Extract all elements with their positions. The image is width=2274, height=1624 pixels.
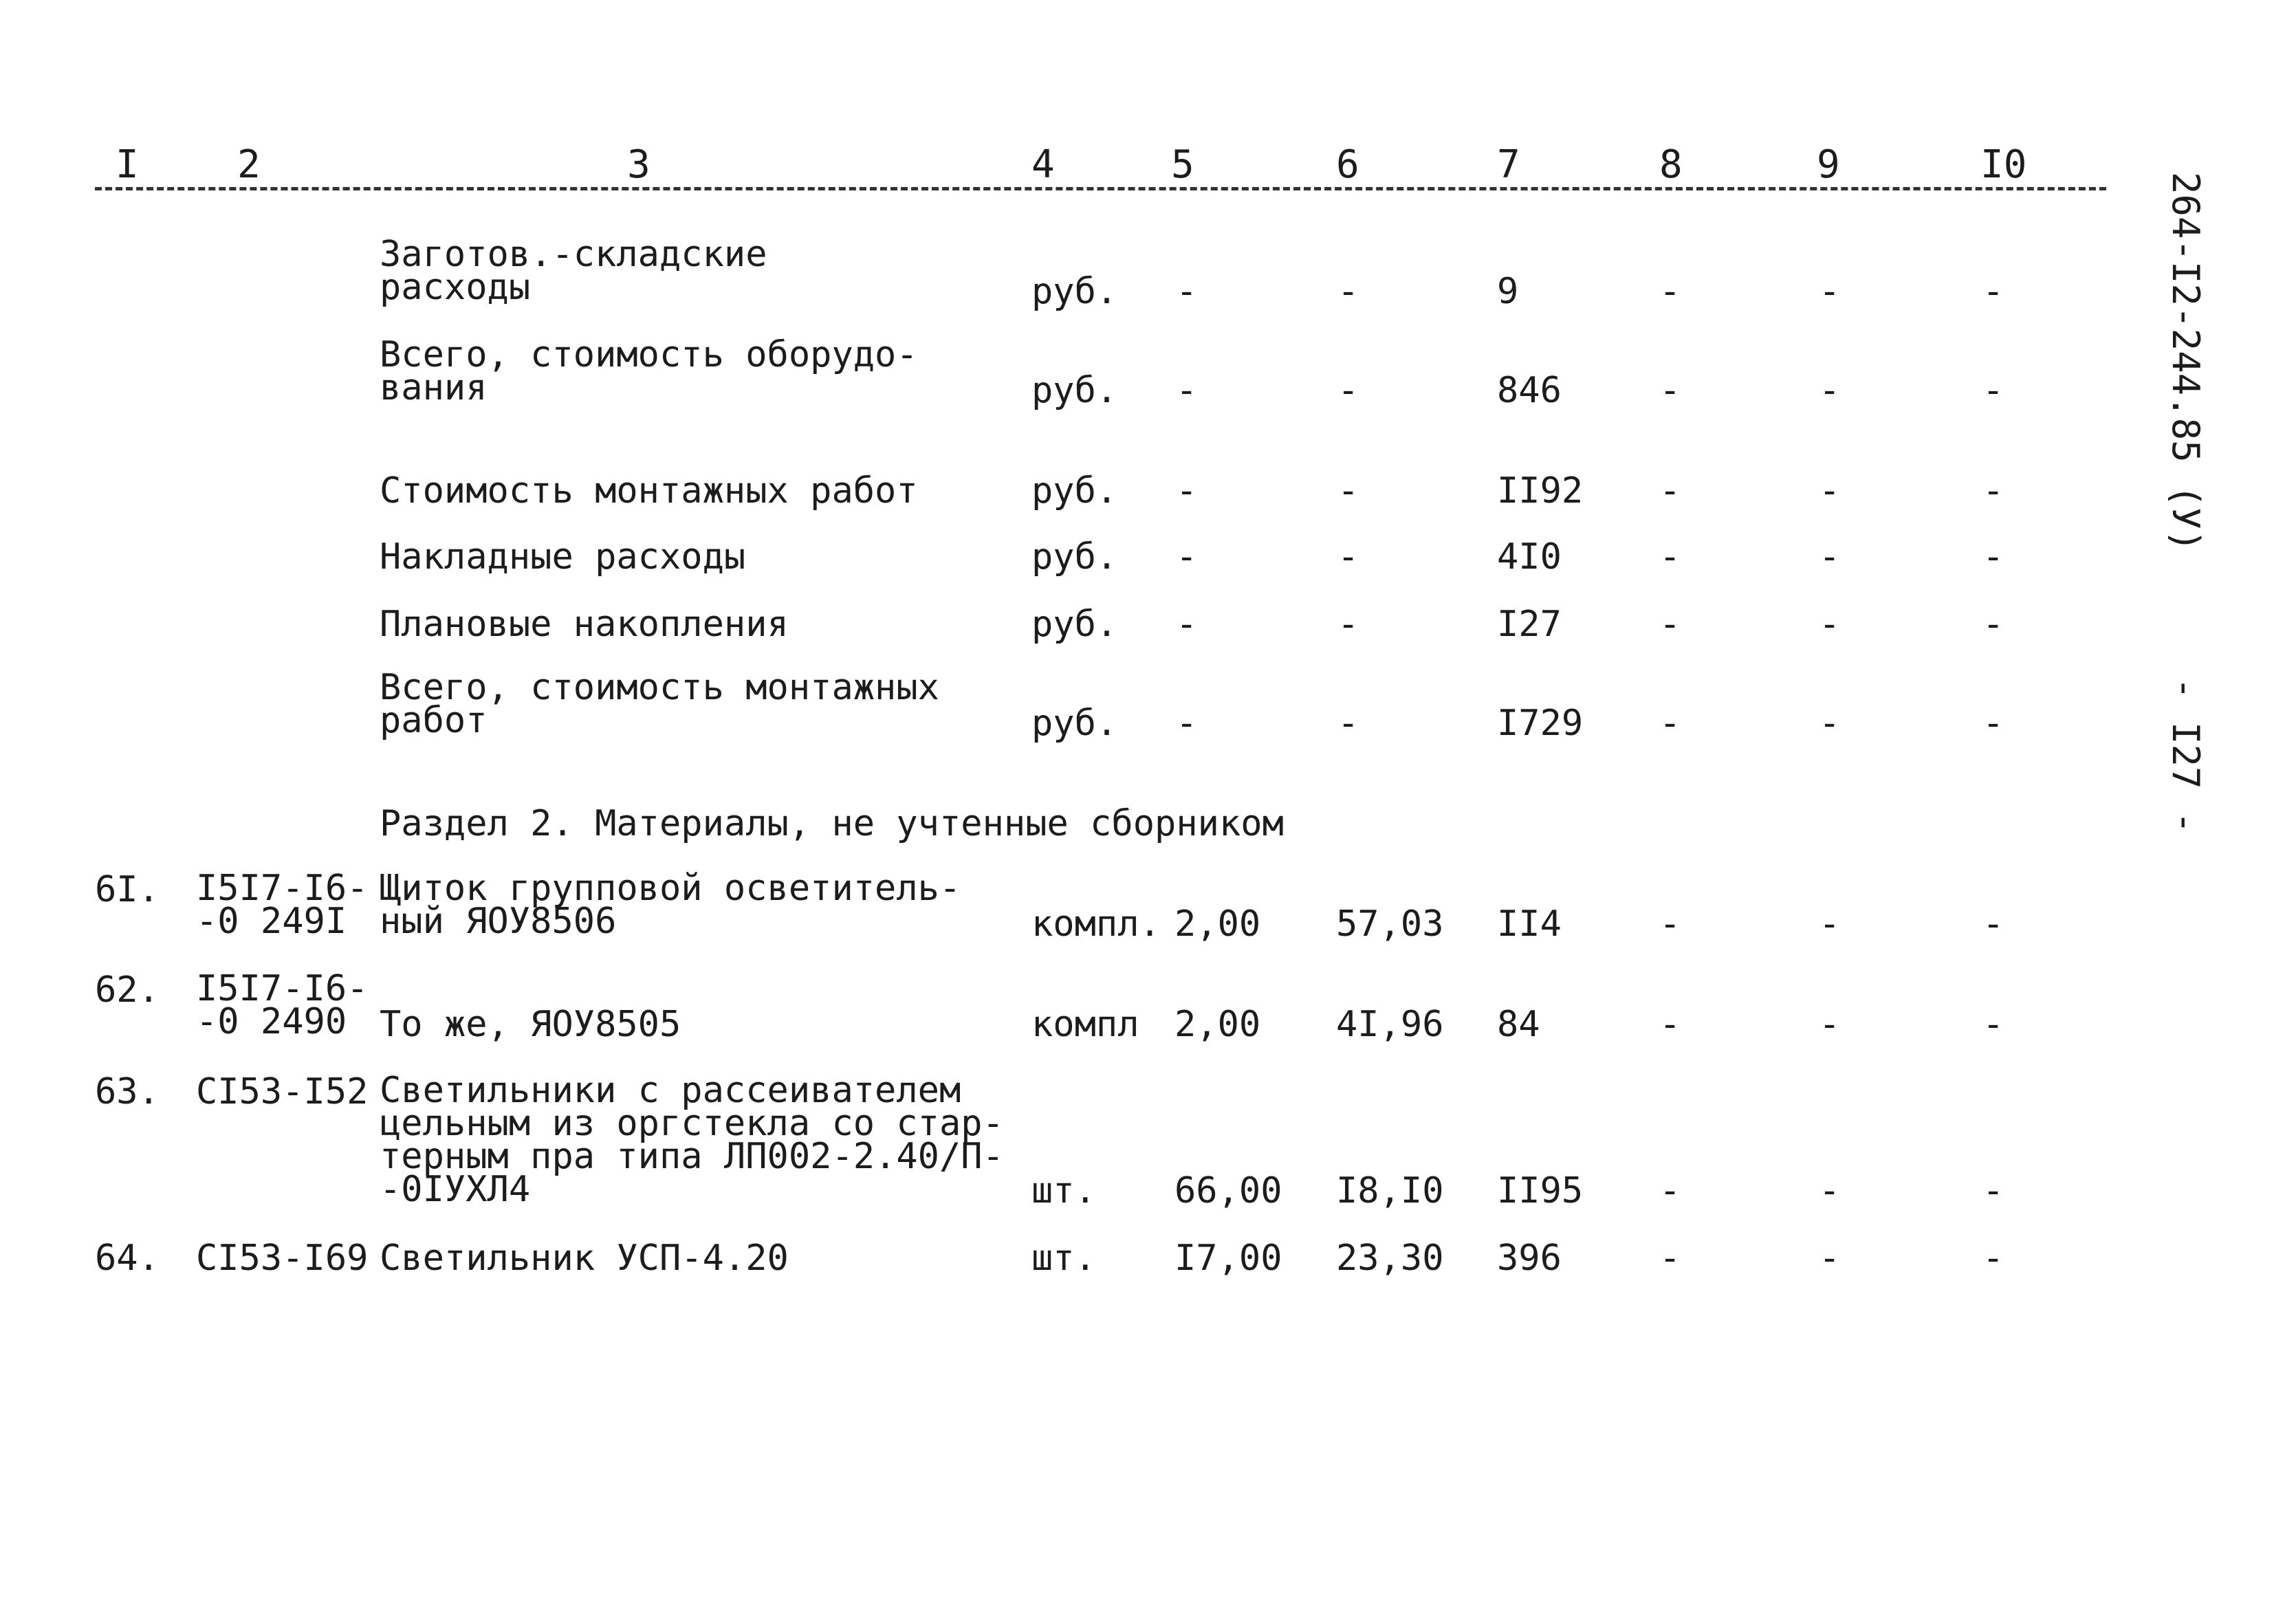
row-c6: 23,30 [1336, 1238, 1444, 1279]
row-c9: - [1819, 1004, 1841, 1045]
column-header-4: 4 [1031, 142, 1055, 187]
row-unit: руб. [1031, 703, 1118, 744]
row-c8: - [1659, 271, 1681, 312]
row-number: 62. [95, 969, 160, 1011]
header-rule [95, 187, 2106, 190]
row-c10: - [1982, 604, 2004, 645]
row-name: То же, ЯОУ8505 [380, 1004, 681, 1045]
row-name: Светильники с рассеивателем цельным из оргстекла со стар- терным пра типа ЛП002-2.40/П- -0IУХЛ4 [380, 1070, 1004, 1210]
row-c6: 4I,96 [1336, 1004, 1444, 1045]
row-code: CI53-I69 [196, 1238, 369, 1279]
row-c7: 9 [1497, 271, 1519, 312]
row-c8: - [1659, 1004, 1681, 1045]
row-c10: - [1982, 370, 2004, 411]
row-c10: - [1982, 470, 2004, 512]
row-c5: - [1176, 604, 1198, 645]
row-unit: руб. [1031, 536, 1118, 578]
column-header-2: 2 [237, 142, 261, 187]
row-c8: - [1659, 604, 1681, 645]
row-name: Всего, стоимость оборудо- вания [380, 334, 918, 408]
row-c9: - [1819, 604, 1841, 645]
row-number: 6I. [95, 869, 160, 910]
row-name: Светильник УСП-4.20 [380, 1238, 789, 1279]
row-c10: - [1982, 703, 2004, 744]
row-name: Щиток групповой осветитель- ный ЯОУ8506 [380, 868, 961, 942]
row-name: Стоимость монтажных работ [380, 470, 918, 512]
column-header-5: 5 [1171, 142, 1194, 187]
row-c7: 84 [1497, 1004, 1540, 1045]
section-title: Раздел 2. Материалы, не учтенные сборником [380, 803, 1284, 844]
row-c7: II4 [1497, 903, 1562, 945]
row-c6: - [1337, 271, 1359, 312]
document-code: 264-I2-244.85 (У) [2164, 172, 2207, 552]
row-c8: - [1659, 903, 1681, 945]
row-unit: шт. [1031, 1170, 1096, 1211]
column-header-3: 3 [627, 142, 651, 187]
row-c6: - [1337, 536, 1359, 578]
row-c6: - [1337, 470, 1359, 512]
row-c9: - [1819, 370, 1841, 411]
row-c8: - [1659, 703, 1681, 744]
row-c6: I8,I0 [1336, 1170, 1444, 1211]
row-unit: руб. [1031, 470, 1118, 512]
column-header-6: 6 [1336, 142, 1359, 187]
row-c5: 2,00 [1174, 903, 1261, 945]
row-unit: компл. [1031, 903, 1161, 945]
row-c7: II95 [1497, 1170, 1584, 1211]
row-c9: - [1819, 271, 1841, 312]
row-c8: - [1659, 536, 1681, 578]
row-c7: 396 [1497, 1238, 1562, 1279]
column-header-9: 9 [1817, 142, 1840, 187]
row-c9: - [1819, 903, 1841, 945]
row-c7: I729 [1497, 703, 1584, 744]
row-c10: - [1982, 903, 2004, 945]
row-c7: 846 [1497, 370, 1562, 411]
row-code: CI53-I52 [196, 1071, 369, 1112]
row-c9: - [1819, 1238, 1841, 1279]
row-c5: - [1176, 271, 1198, 312]
row-c7: II92 [1497, 470, 1584, 512]
column-header-10: I0 [1980, 142, 2027, 187]
row-c6: 57,03 [1336, 903, 1444, 945]
row-c8: - [1659, 1238, 1681, 1279]
row-c10: - [1982, 271, 2004, 312]
row-name: Заготов.-складские расходы [380, 234, 767, 308]
column-header-7: 7 [1497, 142, 1520, 187]
row-c6: - [1337, 370, 1359, 411]
row-c8: - [1659, 370, 1681, 411]
row-name: Всего, стоимость монтажных работ [380, 667, 939, 741]
row-c10: - [1982, 536, 2004, 578]
row-unit: компл [1031, 1004, 1139, 1045]
row-c10: - [1982, 1004, 2004, 1045]
row-c8: - [1659, 470, 1681, 512]
row-code: I5I7-I6- -0 2490 [196, 968, 369, 1042]
row-c10: - [1982, 1238, 2004, 1279]
row-name: Плановые накопления [380, 604, 789, 645]
row-c9: - [1819, 536, 1841, 578]
column-header-1: I [116, 142, 139, 187]
row-c6: - [1337, 703, 1359, 744]
page-number: - I27 - [2164, 677, 2207, 834]
row-c10: - [1982, 1170, 2004, 1211]
row-c5: - [1176, 370, 1198, 411]
row-unit: руб. [1031, 271, 1118, 312]
row-number: 64. [95, 1238, 160, 1279]
row-c5: - [1176, 703, 1198, 744]
row-c7: I27 [1497, 604, 1562, 645]
row-unit: руб. [1031, 370, 1118, 411]
column-header-8: 8 [1659, 142, 1683, 187]
row-c5: - [1176, 536, 1198, 578]
row-c6: - [1337, 604, 1359, 645]
row-code: I5I7-I6- -0 249I [196, 868, 369, 942]
row-unit: руб. [1031, 604, 1118, 645]
row-c5: I7,00 [1174, 1238, 1282, 1279]
row-number: 63. [95, 1071, 160, 1112]
row-c5: - [1176, 470, 1198, 512]
row-c9: - [1819, 470, 1841, 512]
row-c8: - [1659, 1170, 1681, 1211]
row-c7: 4I0 [1497, 536, 1562, 578]
row-c5: 66,00 [1174, 1170, 1282, 1211]
row-unit: шт. [1031, 1238, 1096, 1279]
row-c9: - [1819, 703, 1841, 744]
row-c5: 2,00 [1174, 1004, 1261, 1045]
row-c9: - [1819, 1170, 1841, 1211]
row-name: Накладные расходы [380, 536, 746, 578]
